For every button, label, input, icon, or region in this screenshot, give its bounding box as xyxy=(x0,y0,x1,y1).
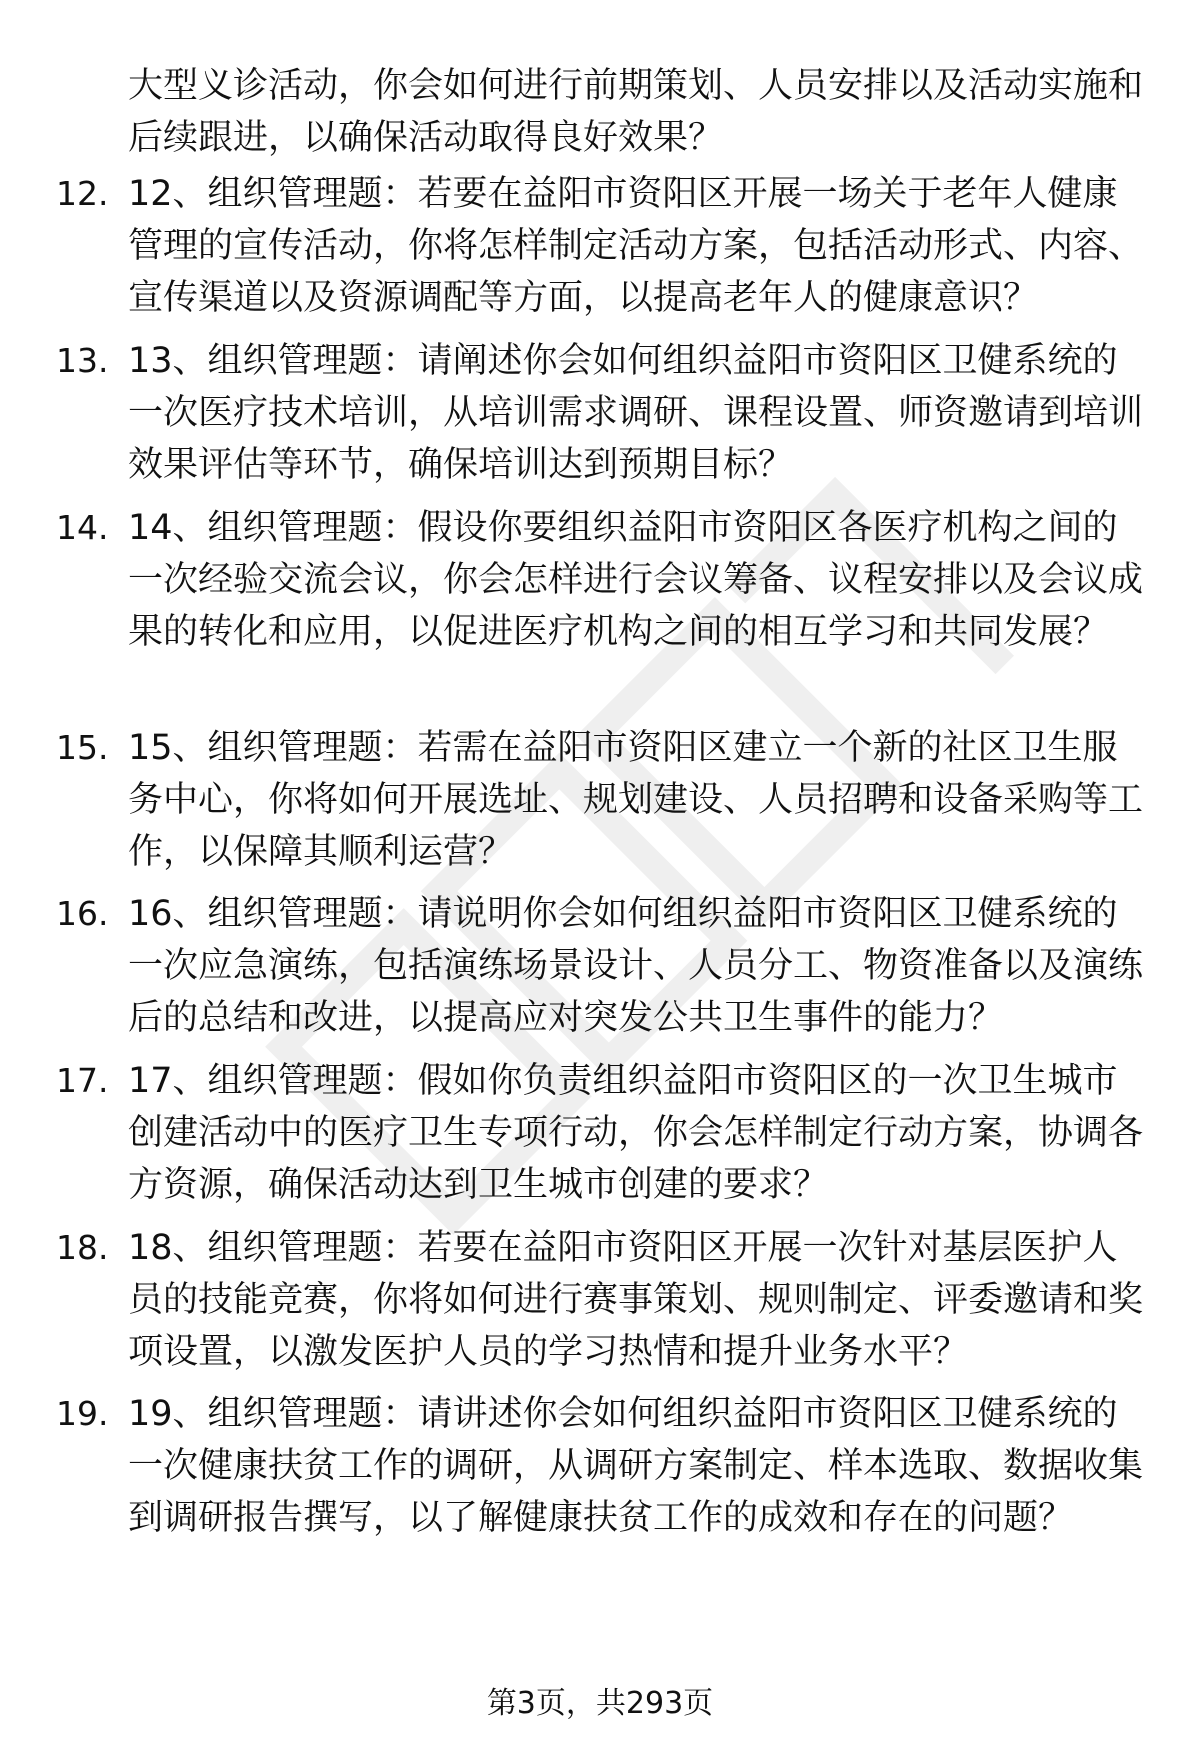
question-number: 16. xyxy=(56,894,109,933)
question-number: 12. xyxy=(56,174,109,213)
question-number: 13. xyxy=(56,341,109,380)
question-text: 13、组织管理题：请阐述你会如何组织益阳市资阳区卫健系统的一次医疗技术培训，从培训需求调研、课程设置、师资邀请到培训效果评估等环节，确保培训达到预期目标？ xyxy=(128,341,1144,485)
question-text: 14、组织管理题：假设你要组织益阳市资阳区各医疗机构之间的一次经验交流会议，你会怎样进行会议筹备、议程安排以及会议成果的转化和应用，以促进医疗机构之间的相互学习和共同发展？ xyxy=(128,508,1144,652)
question-text: 18、组织管理题：若要在益阳市资阳区开展一次针对基层医护人员的技能竞赛，你将如何进行赛事策划、规则制定、评委邀请和奖项设置，以激发医护人员的学习热情和提升业务水平？ xyxy=(128,1228,1144,1372)
question-text: 17、组织管理题：假如你负责组织益阳市资阳区的一次卫生城市创建活动中的医疗卫生专项行动，你会怎样制定行动方案，协调各方资源，确保活动达到卫生城市创建的要求？ xyxy=(128,1061,1144,1205)
question-text: 15、组织管理题：若需在益阳市资阳区建立一个新的社区卫生服务中心，你将如何开展选址、规划建设、人员招聘和设备采购等工作，以保障其顺利运营？ xyxy=(128,728,1144,872)
question-number: 17. xyxy=(56,1061,109,1100)
question-number: 15. xyxy=(56,728,109,767)
question-number: 19. xyxy=(56,1394,109,1433)
continuation-text: 大型义诊活动，你会如何进行前期策划、人员安排以及活动实施和后续跟进，以确保活动取得良好效果？ xyxy=(128,66,1144,158)
question-text: 16、组织管理题：请说明你会如何组织益阳市资阳区卫健系统的一次应急演练，包括演练场景设计、人员分工、物资准备以及演练后的总结和改进，以提高应对突发公共卫生事件的能力？ xyxy=(128,894,1144,1038)
question-number: 18. xyxy=(56,1228,109,1267)
page-footer: 第3页，共293页 xyxy=(486,1686,714,1721)
question-text: 12、组织管理题：若要在益阳市资阳区开展一场关于老年人健康管理的宣传活动，你将怎样制定活动方案，包括活动形式、内容、宣传渠道以及资源调配等方面，以提高老年人的健康意识？ xyxy=(128,174,1144,318)
question-text: 19、组织管理题：请讲述你会如何组织益阳市资阳区卫健系统的一次健康扶贫工作的调研，从调研方案制定、样本选取、数据收集到调研报告撰写，以了解健康扶贫工作的成效和存在的问题？ xyxy=(128,1394,1144,1538)
question-number: 14. xyxy=(56,508,109,547)
